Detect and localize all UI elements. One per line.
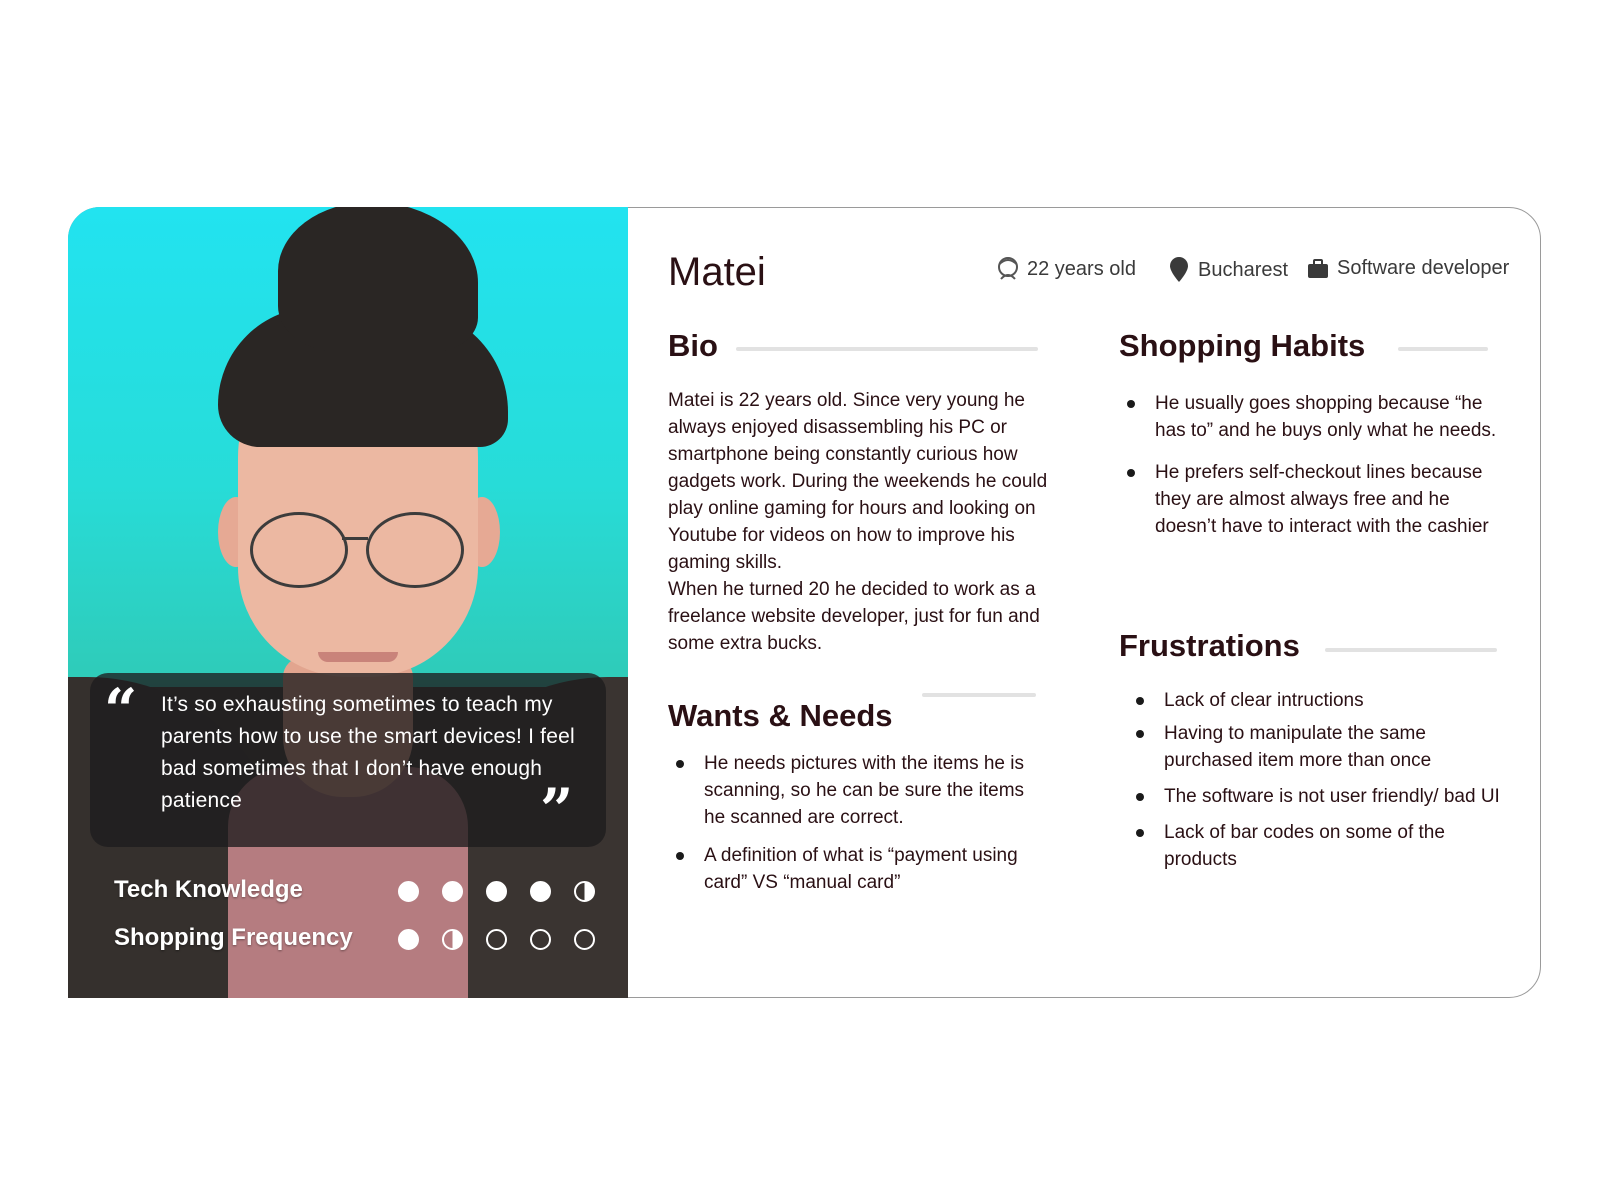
bio-divider [736, 347, 1038, 351]
list-item: A definition of what is “payment using card” VS “manual card” [668, 842, 1048, 896]
quote-box [90, 673, 606, 847]
bio-paragraph: Matei is 22 years old. Since very young he always enjoyed disassembling his PC or smartphone being constantly curious how gadgets work. During the weekends he could play online gaming for hours and looking on Youtube for videos on how to improve his gaming skills. [668, 390, 1048, 573]
rating-label-shopping-frequency: Shopping Frequency [114, 924, 353, 951]
bio-paragraph: When he turned 20 he decided to work as a freelance website developer, just for fun and some extra bucks. [668, 579, 1040, 654]
wants-needs-heading: Wants & Needs [668, 698, 893, 733]
list-item: Having to manipulate the same purchased item more than once [1128, 720, 1508, 774]
rating-dot [442, 881, 463, 902]
close-quote-icon: ” [540, 776, 574, 844]
frustrations-list [1128, 687, 1508, 873]
open-quote-icon: “ [104, 676, 138, 744]
location-text: Bucharest [1198, 258, 1289, 281]
age-meta [997, 257, 1136, 281]
rating-dot [574, 881, 595, 902]
shopping-habits-divider [1398, 347, 1488, 351]
occupation-meta [1307, 257, 1509, 280]
occupation-text: Software developer [1337, 257, 1510, 279]
shopping-habits-list [1119, 390, 1509, 540]
rating-dot [398, 929, 419, 950]
bio-text [668, 387, 1078, 657]
wants-needs-divider [922, 693, 1036, 697]
list-item: Lack of clear intructions [1128, 687, 1508, 714]
list-item: He usually goes shopping because “he has to” and he buys only what he needs. [1119, 390, 1509, 444]
location-meta [1168, 257, 1288, 283]
rating-dot [530, 929, 551, 950]
rating-dot [574, 929, 595, 950]
rating-label-tech-knowledge: Tech Knowledge [114, 876, 303, 903]
briefcase-icon [1307, 259, 1329, 279]
rating-dot [398, 881, 419, 902]
list-item: He needs pictures with the items he is scanning, so he can be sure the items he scanned are correct. [668, 750, 1048, 831]
list-item: Lack of bar codes on some of the products [1128, 819, 1508, 873]
persona-name: Matei [668, 250, 766, 294]
wants-needs-list [668, 750, 1048, 896]
person-icon [997, 257, 1019, 281]
list-item: The software is not user friendly/ bad UI [1128, 783, 1508, 810]
rating-dot [486, 929, 507, 950]
rating-dot [486, 881, 507, 902]
quote-text: It’s so exhausting sometimes to teach my parents how to use the smart devices! I feel bad sometimes that I don’t have enough patience [161, 693, 575, 812]
rating-dot [530, 881, 551, 902]
age-text: 22 years old [1027, 257, 1136, 280]
frustrations-heading: Frustrations [1119, 628, 1300, 663]
shopping-habits-heading: Shopping Habits [1119, 328, 1366, 363]
frustrations-divider [1325, 648, 1497, 652]
rating-dots-tech-knowledge [398, 881, 595, 902]
location-pin-icon [1168, 257, 1190, 283]
rating-dots-shopping-frequency [398, 929, 595, 950]
rating-dot [442, 929, 463, 950]
list-item: He prefers self-checkout lines because they are almost always free and he doesn’t have to interact with the cashier [1119, 459, 1509, 540]
bio-heading: Bio [668, 328, 718, 363]
